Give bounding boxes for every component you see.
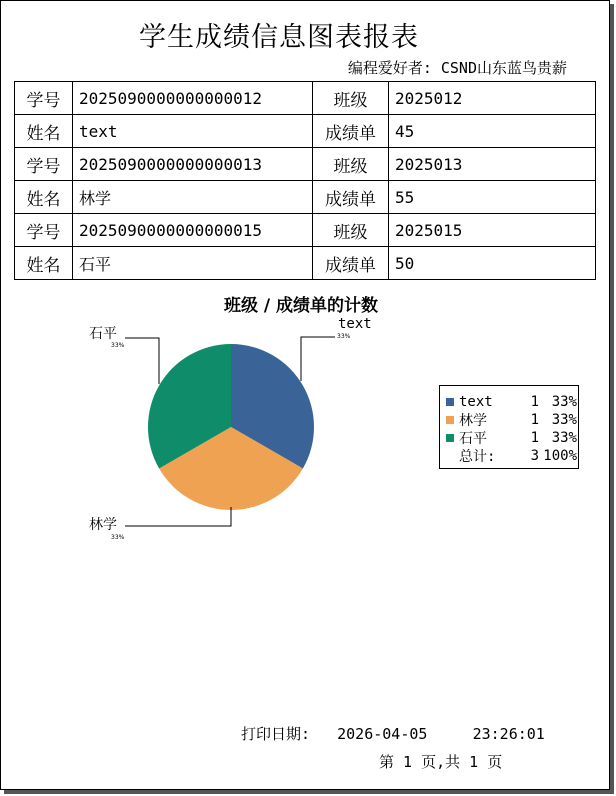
- student-name: 石平: [73, 247, 313, 280]
- legend-percent: 33%: [551, 412, 577, 428]
- student-id: 2025090000000000012: [73, 82, 313, 115]
- name-label: 姓名: [15, 115, 73, 148]
- legend-count: 1: [530, 412, 539, 428]
- class-label: 班级: [313, 214, 389, 247]
- legend-row: [440, 393, 578, 411]
- slice-percent-label: 33%: [111, 534, 125, 541]
- chart-title: 班级 / 成绩单的计数: [223, 296, 379, 316]
- print-date: [241, 723, 545, 744]
- student-name: text: [73, 115, 313, 148]
- score-label: 成绩单: [313, 181, 389, 214]
- pie-chart: [1, 301, 431, 561]
- slice-label: 石平: [89, 326, 117, 342]
- page-info: 第 1 页,共 1 页: [379, 753, 503, 771]
- student-name: 林学: [73, 181, 313, 214]
- legend-total-row: [440, 447, 578, 465]
- legend-swatch: [446, 416, 454, 424]
- score-value: 45: [389, 115, 596, 148]
- legend-label: 林学: [459, 413, 487, 429]
- class-value: 2025013: [389, 148, 596, 181]
- report-title: 学生成绩信息图表报表: [139, 22, 419, 53]
- score-label: 成绩单: [313, 115, 389, 148]
- class-label: 班级: [313, 82, 389, 115]
- class-value: 2025012: [389, 82, 596, 115]
- table-row: [15, 148, 596, 181]
- legend-label: 石平: [459, 431, 487, 447]
- slice-percent-label: 33%: [337, 333, 351, 340]
- legend-swatch: [446, 398, 454, 406]
- student-id: 2025090000000000015: [73, 214, 313, 247]
- score-value: 55: [389, 181, 596, 214]
- id-label: 学号: [15, 148, 73, 181]
- slice-leader-line: [125, 338, 159, 384]
- legend-count: 1: [530, 430, 539, 446]
- slice-leader-line: [301, 337, 335, 381]
- legend-total-count: 3: [530, 448, 539, 464]
- table-row: [15, 181, 596, 214]
- student-info-table: [14, 81, 596, 280]
- legend-row: [440, 429, 578, 447]
- page-shadow-bottom: [4, 790, 614, 794]
- slice-leader-line: [125, 507, 231, 526]
- legend-total-label: 总计:: [459, 449, 496, 465]
- legend-row: [440, 411, 578, 429]
- slice-percent-label: 33%: [111, 342, 125, 349]
- legend-count: 1: [530, 394, 539, 410]
- chart-legend: [439, 385, 579, 469]
- id-label: 学号: [15, 214, 73, 247]
- table-row: [15, 115, 596, 148]
- class-value: 2025015: [389, 214, 596, 247]
- name-label: 姓名: [15, 181, 73, 214]
- print-time-value: 23:26:01: [472, 725, 545, 743]
- legend-percent: 33%: [551, 430, 577, 446]
- legend-swatch: [446, 434, 454, 442]
- report-author: 编程爱好者: CSND山东蓝鸟贵薪: [347, 59, 567, 77]
- table-row: [15, 247, 596, 280]
- print-date-value: 2026-04-05: [337, 725, 428, 743]
- class-label: 班级: [313, 148, 389, 181]
- id-label: 学号: [15, 82, 73, 115]
- page-shadow-right: [610, 4, 614, 794]
- table-row: [15, 214, 596, 247]
- slice-label: text: [338, 316, 372, 332]
- legend-total-percent: 100%: [543, 448, 577, 464]
- slice-label: 林学: [89, 517, 117, 533]
- name-label: 姓名: [15, 247, 73, 280]
- score-label: 成绩单: [313, 247, 389, 280]
- print-date-label: 打印日期:: [241, 725, 311, 743]
- legend-percent: 33%: [551, 394, 577, 410]
- table-row: [15, 82, 596, 115]
- student-id: 2025090000000000013: [73, 148, 313, 181]
- score-value: 50: [389, 247, 596, 280]
- legend-label: text: [459, 394, 493, 410]
